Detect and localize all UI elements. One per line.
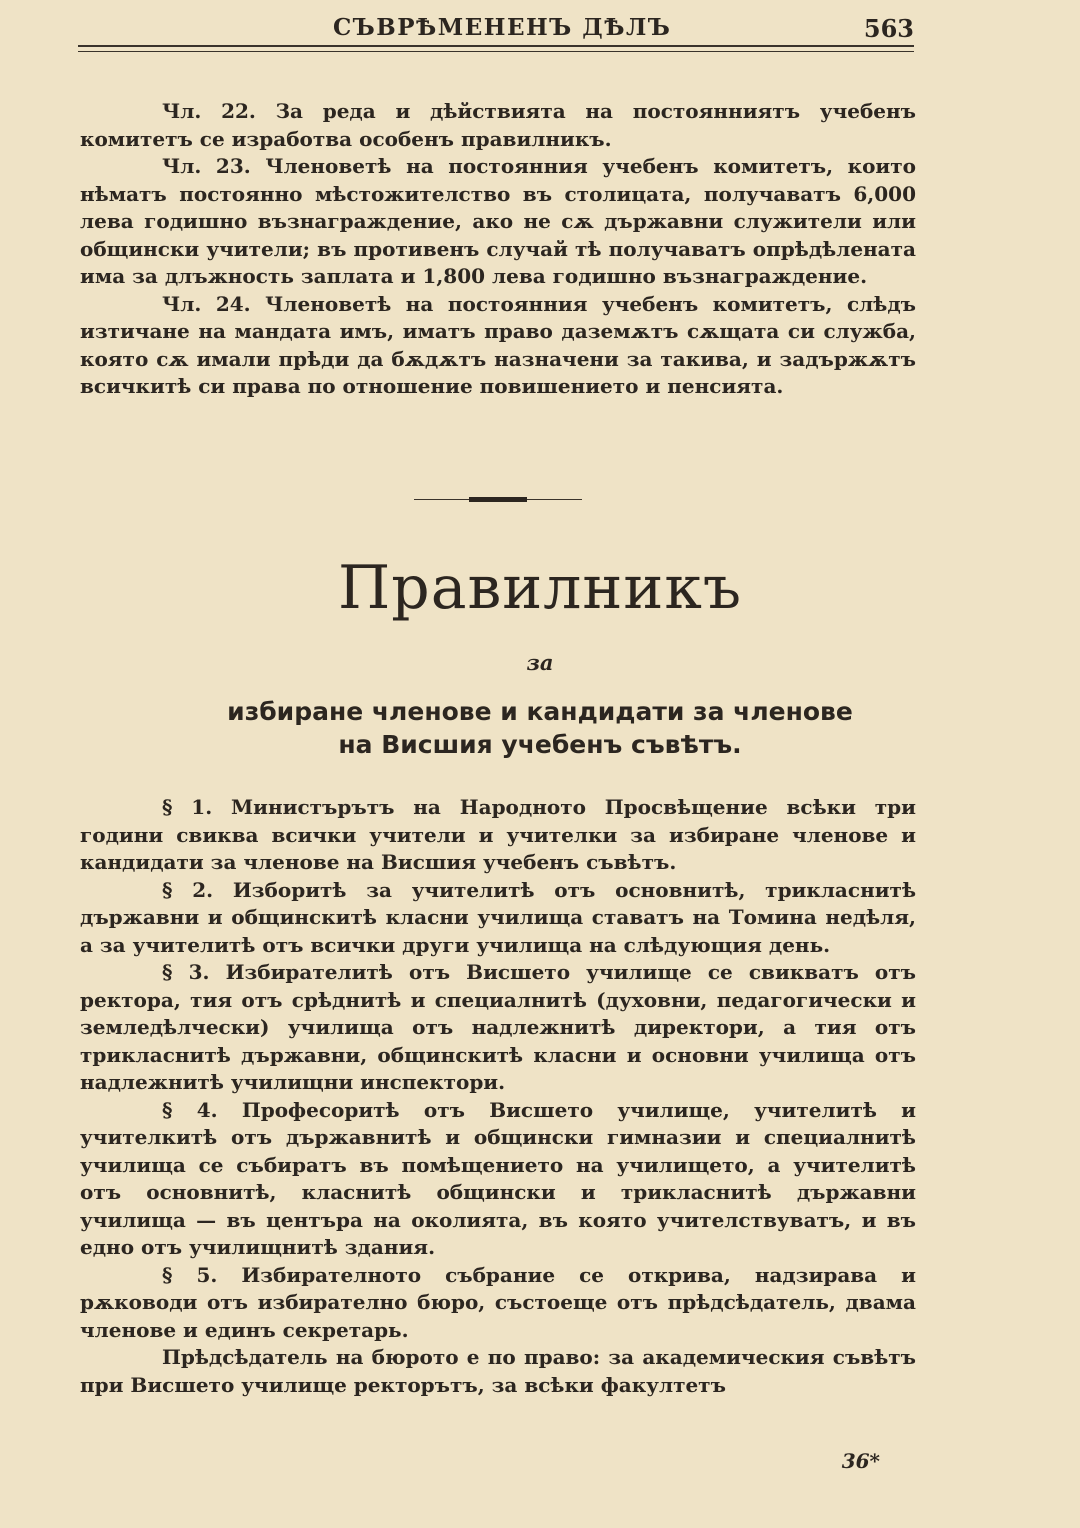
page-number: 563 bbox=[863, 14, 914, 43]
article-22: Чл. 22. За реда и дѣйствията на постоянниятъ учебенъ комитетъ се изработва особенъ правилникъ. bbox=[80, 99, 916, 151]
section-divider-ornament bbox=[414, 497, 582, 503]
article-23: Чл. 23. Членоветѣ на постоянния учебенъ комитетъ, които нѣматъ постоянно мѣстожителство въ столицата, получаватъ 6,000 лева годишно възнаграждение, ако не сѫ държавни служители или общински учители; въ противенъ случай тѣ получаватъ опрѣдѣлената има за длъжность заплата и 1,800 лева годишно възнаграждение. bbox=[80, 154, 916, 288]
article-continuation bbox=[80, 98, 916, 401]
rules-title: Правилникъ bbox=[337, 553, 743, 623]
signature-mark: 36* bbox=[841, 1449, 880, 1473]
title-connector: за bbox=[526, 650, 554, 675]
section-3: § 3. Избирателитѣ отъ Висшето училище се свикватъ отъ ректора, тия отъ срѣднитѣ и специалнитѣ (духовни, педагогически и земледѣлчески) училища отъ надлежнитѣ директори, а тия отъ трикласнитѣ държавни, общинскитѣ класни и основни училища отъ надлежнитѣ училищни инспектори. bbox=[80, 960, 916, 1094]
subtitle-line-2: на Висшия учебенъ съвѣтъ. bbox=[338, 730, 742, 759]
header-rule-thin bbox=[78, 51, 914, 52]
article-24: Чл. 24. Членоветѣ на постоянния учебенъ комитетъ, слѣдъ изтичане на мандата имъ, иматъ право даземѫтъ сѫщата си служба, която сѫ имали прѣди да бѫдѫтъ назначени за такива, и задържѫтъ всичкитѣ си права по отношение повишението и пенсията. bbox=[80, 291, 916, 398]
section-2: § 2. Изборитѣ за учителитѣ отъ основнитѣ, трикласнитѣ държавни и общинскитѣ класни училища ставатъ на Томина недѣля, а за учителитѣ отъ всички други училища на слѣдующия день. bbox=[80, 877, 916, 957]
header-rule bbox=[78, 45, 914, 47]
running-head bbox=[78, 12, 914, 44]
section-5: § 5. Избирателното събрание се открива, надзирава и рѫководи отъ избирателно бюро, състоеще отъ прѣдсѣдатель, двама членове и единъ секретарь. bbox=[80, 1262, 916, 1342]
running-title: СЪВРѢМЕНЕНЪ ДѢЛЪ bbox=[333, 14, 672, 41]
section-5-continuation: Прѣдсѣдатель на бюрото е по право: за академическия съвѣтъ при Висшето училище ректорътъ, за всѣки факултетъ bbox=[80, 1345, 916, 1397]
section-1: § 1. Министърътъ на Народното Просвѣщение всѣки три години свиква всички учители и учителки за избиране членове и кандидати за членове на Висшия учебенъ съвѣтъ. bbox=[80, 795, 916, 874]
section-4: § 4. Професоритѣ отъ Висшето училище, учителитѣ и учителкитѣ отъ държавнитѣ и общински гимназии и специалнитѣ училища се събиратъ въ помѣщението на училището, а учителитѣ отъ основнитѣ, класнитѣ общински и трикласнитѣ държавни училища — въ центъра на околията, въ която учителствуватъ, и въ едно отъ училищнитѣ здания. bbox=[80, 1097, 916, 1259]
rules-subtitle bbox=[0, 695, 1080, 761]
rules-body bbox=[80, 794, 916, 1399]
subtitle-line-1: избиране членове и кандидати за членове bbox=[227, 697, 853, 726]
